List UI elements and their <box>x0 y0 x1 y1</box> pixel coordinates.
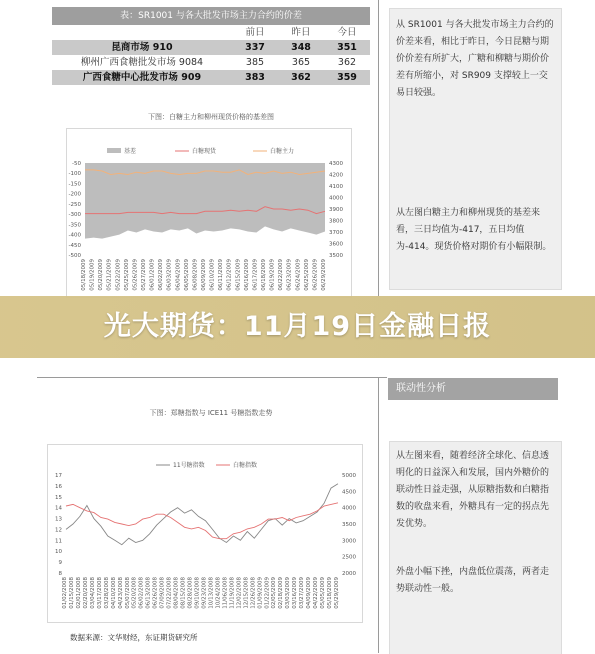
x-tick-label: 05/26/2009 <box>132 258 139 291</box>
x-tick-label: 03/28/2008 <box>103 576 110 609</box>
y-tick-label-left: -350 <box>68 222 81 229</box>
analysis-panel-basis <box>389 8 562 290</box>
table-cell-market: 广西食糖中心批发市场 909 <box>82 72 202 83</box>
y-tick-label-left: 13 <box>55 516 62 523</box>
x-tick-label: 06/29/2009 <box>321 259 327 291</box>
divider-horizontal <box>37 377 387 378</box>
series-area-0 <box>85 163 325 239</box>
sugar-index-chart-frame <box>47 444 363 623</box>
headline-title[interactable]: 光大期货：11月19日金融日报 <box>103 311 492 342</box>
y-tick-label-left: -200 <box>68 191 81 198</box>
sugar-index-chart <box>48 445 362 622</box>
x-tick-label: 11/06/2008 <box>222 576 229 609</box>
x-tick-label: 04/23/2008 <box>117 577 124 609</box>
x-tick-label: 06/03/2009 <box>166 258 173 291</box>
analysis-text-basis: 从左图白糖主力和柳州现货的基差来看，三日均值为-417，五日均值为-414。现货价格对期价有小幅限制。 <box>396 208 552 252</box>
y-tick-label-right: 2000 <box>342 571 356 577</box>
y-tick-label-right: 4000 <box>329 195 343 202</box>
series-line-1 <box>66 503 338 539</box>
x-tick-label: 02/18/2009 <box>278 576 285 609</box>
x-tick-label: 08/15/2008 <box>180 577 187 609</box>
x-tick-label: 06/02/2009 <box>158 258 165 291</box>
legend-swatch-basis <box>107 148 121 153</box>
chart1-caption: 下图：白糖主力和柳州现货价格的基差图 <box>148 113 274 121</box>
table-header-cell: 前日 <box>245 27 265 38</box>
y-tick-label-right: 2500 <box>342 554 356 561</box>
y-tick-label-right: 5000 <box>342 473 356 479</box>
table-cell-value: 365 <box>291 57 311 68</box>
y-tick-label-left: -500 <box>68 253 81 259</box>
x-tick-label: 08/04/2008 <box>173 577 180 609</box>
legend-label-ice11: 11号糖指数 <box>173 462 205 469</box>
table-header-cell <box>52 25 232 40</box>
x-tick-label: 05/05/2009 <box>320 577 327 609</box>
x-tick-label: 06/13/2008 <box>145 577 152 609</box>
x-tick-label: 05/22/2009 <box>115 259 122 291</box>
x-tick-label: 05/29/2009 <box>334 577 340 609</box>
x-tick-label: 02/20/2008 <box>82 576 89 609</box>
x-tick-label: 06/11/2009 <box>218 258 225 291</box>
y-tick-label-left: -300 <box>68 212 81 219</box>
x-tick-label: 12/15/2008 <box>243 576 250 609</box>
x-tick-label: 09/10/2008 <box>194 576 201 609</box>
y-tick-label-left: 11 <box>55 538 62 545</box>
table-cell-value: 383 <box>245 72 265 83</box>
table-header-cell: 今日 <box>337 27 357 38</box>
x-tick-label: 03/16/2009 <box>292 577 299 609</box>
x-tick-label: 06/02/2008 <box>138 576 145 609</box>
y-tick-label-right: 3700 <box>329 230 343 236</box>
y-tick-label-right: 4500 <box>342 489 356 496</box>
y-tick-label-left: 15 <box>55 494 62 501</box>
table-row <box>52 40 370 55</box>
legend-label-spot: 白糖现货 <box>192 148 217 155</box>
x-tick-label: 08/28/2008 <box>187 576 194 609</box>
table-cell-value: 348 <box>291 42 311 53</box>
x-tick-label: 05/19/2009 <box>89 259 96 291</box>
x-tick-label: 10/13/2008 <box>208 577 215 609</box>
y-tick-label-left: 14 <box>55 505 62 512</box>
headline-banner[interactable] <box>0 296 595 358</box>
table-cell-value: 385 <box>245 57 265 68</box>
y-tick-label-left: -250 <box>68 201 81 208</box>
legend-label-main: 白糖主力 <box>270 148 295 155</box>
x-tick-label: 01/09/2009 <box>257 577 264 609</box>
table-row <box>52 70 370 85</box>
data-source-note: 数据来源：文华财经，东证期货研究所 <box>70 633 198 642</box>
x-tick-label: 06/25/2009 <box>303 259 310 291</box>
x-tick-label: 09/23/2008 <box>201 577 208 609</box>
x-tick-label: 01/22/2009 <box>264 577 271 609</box>
y-tick-label-left: 17 <box>55 473 62 479</box>
y-tick-label-right: 3500 <box>342 522 356 528</box>
x-tick-label: 06/22/2009 <box>278 258 285 291</box>
x-tick-label: 12/02/2008 <box>236 577 243 609</box>
x-tick-label: 06/09/2009 <box>201 259 207 291</box>
table-row <box>52 55 370 70</box>
x-tick-label: 06/17/2009 <box>252 258 259 291</box>
table-cell-market: 柳州广西食糖批发市场 9084 <box>80 57 204 68</box>
analysis-panel-linkage <box>389 441 562 654</box>
y-tick-label-left: 16 <box>55 483 62 490</box>
x-tick-label: 06/18/2009 <box>261 259 267 291</box>
x-tick-label: 05/20/2008 <box>131 576 138 609</box>
x-tick-label: 05/25/2009 <box>123 259 130 291</box>
y-tick-label-left: 9 <box>58 560 62 567</box>
analysis-text-linkage: 从左图来看，随着经济全球化、信息透明化的日益深入和发展，国内外糖价的联动性日益走强，从原糖指数和白糖指数的收盘来看，外糖具有一定的拐点先发优势。 <box>396 451 550 529</box>
x-tick-label: 06/26/2009 <box>312 258 319 291</box>
table-title: 表：SR1001 与各大批发市场主力合约的价差 <box>52 7 370 25</box>
section-heading: 联动性分析 <box>388 378 558 400</box>
basis-chart <box>67 129 351 297</box>
y-tick-label-left: -150 <box>68 181 81 188</box>
x-tick-label: 06/04/2009 <box>175 259 182 291</box>
table-cell-value: 362 <box>337 57 357 68</box>
x-tick-label: 03/04/2008 <box>89 577 96 609</box>
y-tick-label-left: 10 <box>55 549 62 556</box>
legend-label-basis: 基差 <box>124 148 137 155</box>
y-tick-label-left: 8 <box>58 571 62 577</box>
divider-vertical-bottom <box>378 377 379 653</box>
x-tick-label: 05/18/2009 <box>327 576 333 609</box>
x-tick-label: 02/01/2008 <box>75 576 82 609</box>
divider-vertical-top <box>378 0 379 296</box>
x-tick-label: 01/02/2008 <box>62 577 68 609</box>
x-tick-label: 06/23/2009 <box>286 258 293 291</box>
y-tick-label-left: -400 <box>68 232 81 239</box>
y-tick-label-right: 4200 <box>329 172 343 179</box>
y-tick-label-right: 4100 <box>329 184 343 190</box>
x-tick-label: 05/20/2009 <box>98 258 105 291</box>
x-tick-label: 04/22/2009 <box>313 577 320 609</box>
series-line-0 <box>66 484 338 545</box>
x-tick-label: 06/26/2008 <box>152 577 159 609</box>
x-tick-label: 06/12/2009 <box>226 258 233 291</box>
x-tick-label: 06/01/2009 <box>149 259 156 291</box>
table-cell-value: 351 <box>337 42 357 53</box>
table-header-cell: 昨日 <box>291 27 311 38</box>
x-tick-label: 07/22/2008 <box>166 576 173 609</box>
table-cell-value: 362 <box>291 72 311 83</box>
x-tick-label: 06/24/2009 <box>295 259 302 291</box>
y-tick-label-left: 12 <box>55 527 62 534</box>
price-spread-table <box>52 7 370 85</box>
x-tick-label: 04/10/2008 <box>110 576 117 609</box>
table-cell-value: 359 <box>337 72 357 83</box>
x-tick-label: 01/15/2008 <box>69 577 75 609</box>
y-tick-label-left: -100 <box>68 171 81 178</box>
x-tick-label: 05/27/2009 <box>141 259 147 291</box>
x-tick-label: 03/17/2008 <box>96 577 103 609</box>
table-header-row <box>52 25 370 40</box>
y-tick-label-right: 3600 <box>329 241 343 248</box>
legend-label-zce: 白糖指数 <box>233 462 258 469</box>
x-tick-label: 06/08/2009 <box>192 258 199 291</box>
x-tick-label: 06/16/2009 <box>243 259 250 291</box>
y-tick-label-right: 4300 <box>329 161 343 167</box>
x-tick-label: 05/18/2009 <box>81 259 87 291</box>
table-cell-value: 337 <box>245 42 265 53</box>
x-tick-label: 10/24/2008 <box>215 576 222 609</box>
x-tick-label: 04/09/2009 <box>306 576 313 609</box>
y-tick-label-left: -50 <box>72 161 81 167</box>
analysis-text-market: 外盘小幅下挫，内盘低位震荡，两者走势联动性一般。 <box>396 567 550 594</box>
y-tick-label-right: 3900 <box>329 207 343 213</box>
x-tick-label: 05/21/2009 <box>106 258 113 291</box>
y-tick-label-right: 4000 <box>342 505 356 512</box>
x-tick-label: 02/05/2009 <box>271 576 278 609</box>
x-tick-label: 03/27/2009 <box>299 576 306 609</box>
x-tick-label: 03/03/2009 <box>285 577 292 609</box>
y-tick-label-left: -450 <box>68 242 81 249</box>
x-tick-label: 06/19/2009 <box>269 259 276 291</box>
x-tick-label: 06/05/2009 <box>183 259 190 291</box>
table-cell-market: 昆商市场 910 <box>111 42 173 53</box>
chart2-caption: 下图：郑糖指数与 ICE11 号糖指数走势 <box>149 409 273 417</box>
x-tick-label: 12/26/2008 <box>250 576 257 609</box>
y-tick-label-right: 3000 <box>342 538 356 545</box>
x-tick-label: 06/10/2009 <box>209 259 216 291</box>
analysis-text-spread: 从 SR1001 与各大批发市场主力合约的价差来看，相比于昨日，今日昆糖与期价价差有所扩大，广糖和柳糖与期价价差有所缩小，对 SR909 支撑较上一交易日较强。 <box>396 20 554 98</box>
x-tick-label: 05/07/2008 <box>124 577 131 609</box>
x-tick-label: 07/09/2008 <box>159 576 166 609</box>
x-tick-label: 06/15/2009 <box>235 259 242 291</box>
y-tick-label-right: 3500 <box>329 253 343 259</box>
basis-chart-frame <box>66 128 352 298</box>
x-tick-label: 11/19/2008 <box>229 577 236 609</box>
y-tick-label-right: 3800 <box>329 218 343 225</box>
